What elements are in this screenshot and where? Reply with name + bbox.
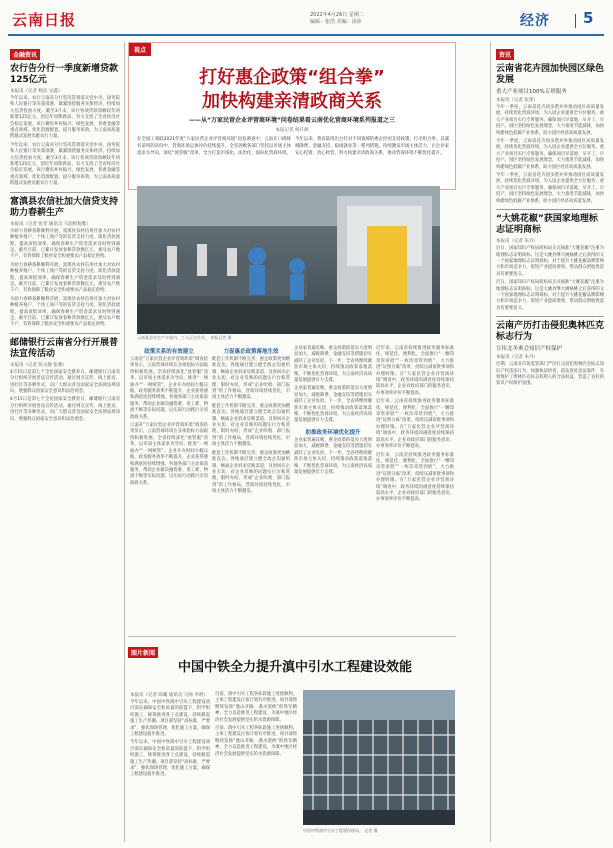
left-column (10, 42, 120, 842)
construction-photo-illustration (303, 690, 455, 825)
feature-body-text: 云南省“万家民营企业评营商环境”调查结果显示，云南营商环境在多项指标方面取得积极进展。全省持续深化“放管服”改革，以市场主体需求为导向，推进“一网通办”“一网统管”，企业开办时间大幅压缩，政务服务效率不断提升，企业获得感和满意度持续增强。各地各部门主动靠前服务，帮助企业解决融资难、用工难、物流不畅等实际问题，以实际行动践行亲清政商关系。 (130, 357, 208, 420)
article-title: “大姚花椒”获国家地理标志证明商标 (496, 214, 598, 236)
feature-subtitle: ——从“万家民营企业评营商环境”问卷结果看云南优化营商环境系列报道之三 (189, 117, 395, 124)
section-tag-viewpoint: 视点 (129, 43, 151, 56)
feature-body-text: 企业家普遍反映，惠企政策的落实力度明显加大，减税降费、金融支持等措施切实减轻了企业负担。下一步，全省将继续聚焦市场主体关切，持续推动政策落地落细，不断优化营商环境，为云南经济高质量发展提供有力支撑。 (294, 346, 372, 384)
bottom-story-col2 (215, 690, 297, 840)
feature-body-text-continued: 云南省“万家民营企业评营商环境”调查结果显示，云南营商环境在多项指标方面取得积极进展。全省持续深化“放管服”改革，以市场主体需求为导向，推进“一网通办”“一网统管”，企业开办时间大幅压缩，政务服务效率不断提升，企业获得感和满意度持续增强。各地各部门主动靠前服务，帮助企业解决融资难、用工难、物流不畅等实际问题，以实际行动践行亲清政商关系。 (130, 423, 208, 486)
article-byline: 本报讯（记者 陈文静 张雅） (10, 362, 67, 368)
article-body-continued: 今年一季度，云南省花卉园多措并举推动园区高质量发展，持续优化营商环境，为入园企业提供全方位服务。重大产业项目实行专班服务，确保项目早落地、早开工、早投产。园区坚持绿色发展理念，大力推进节能减排，加快构建绿色低碳产业体系，助力园区经济高质量发展。 (496, 173, 604, 204)
subhead: 力促惠企政策落地生效 (223, 349, 279, 355)
article-subtitle: 宣传北冬奥会知识产权保护 (496, 346, 563, 353)
feature-author: 本报记者 杨仟洲 (275, 128, 309, 133)
section-divider (128, 636, 456, 637)
feature-photo (137, 186, 440, 334)
article-body-continued: 为助力春耕备耕顺利开展，富滇县农村信用社加大对农村种植养殖户、个体工商户等的信贷支持力度，简化贷款流程，提高审批效率，确保春耕生产资金需求及时得到满足。截至目前，已累计发放春耕贷款数亿元，惠及农户数千户，有效保障了粮食安全和重要农产品稳定供给。 (10, 296, 120, 328)
photo-caption: 云南某企业生产车间内，工人正在作业。 本报记者 摄 (137, 335, 232, 340)
article-body: 为助力春耕备耕顺利开展，富滇县农村信用社加大对农村种植养殖户、个体工商户等的信贷支持力度，简化贷款流程，提高审批效率，确保春耕生产资金需求及时得到满足。截至目前，已累计发放春耕贷款数亿元，惠及农户数千户，有效保障了粮食安全和重要农产品稳定供给。 (10, 228, 120, 260)
article-body-continued: 今年以来，农行云南省分行坚决贯彻落实党中央、国务院和人民银行等决策部署，紧紧围绕服务实体经济，持续加大信贷投放力度。截至3月末，该行各项贷款余额较年初新增125亿元，创近年同期新高，有力支持了全省经济社会稳定发展。该行聚焦乡村振兴、绿色发展、普惠金融等重点领域，优化资源配置，提升服务质效，为云南高质量跨越式发展贡献农行力量。 (10, 142, 120, 187)
feature-body-text-continued: 近年来，云南省持续推进政务服务标准化、规范化、便利化，全面推行“一颗印章管审批”“一枚印章管到底”，大力推进“证照分离”改革，持续压减审批事项和办理时限。在“万家民营企业评营商环境”调查中，政务环境的满意度持续保持较高水平，企业对政府部门的服务意识、办事效率评价不断提高。 (376, 452, 454, 503)
feature-body-col4 (376, 344, 454, 634)
article-body: 今年以来，农行云南省分行坚决贯彻落实党中央、国务院和人民银行等决策部署，紧紧围绕服务实体经济，持续加大信贷投放力度。截至3月末，该行各项贷款余额较年初新增125亿元，创近年同期新高，有力支持了全省经济社会稳定发展。该行聚焦乡村振兴、绿色发展、普惠金融等重点领域，优化资源配置，提升服务质效，为云南高质量跨越式发展贡献农行力量。 (10, 96, 120, 140)
subhead: 助推政务环境优化提升 (305, 429, 361, 436)
issue-editors: 编辑：张浩 美编：汤沛 (310, 19, 362, 25)
article-body: 近日，国家知识产权局商标局正式核准“大姚花椒”注册为地理标志证明商标。这是大姚县继大姚核桃之后获得的又一个国家地理标志证明商标，对于提升大姚花椒品牌影响力和市场竞争力，促进产业提质增效、带动群众增收致富具有重要意义。 (496, 246, 604, 277)
section-tag-photo-news: 图片新闻 (128, 647, 158, 658)
factory-photo-illustration (137, 186, 440, 334)
feature-body-col2 (212, 344, 290, 634)
article-body: 今年一季度，云南省花卉园多措并举推动园区高质量发展，持续优化营商环境，为入园企业提供全方位服务。重大产业项目实行专班服务，确保项目早落地、早开工、早投产。园区坚持绿色发展理念，大力推进节能减排，加快构建绿色低碳产业体系，助力园区经济高质量发展。 (496, 105, 604, 136)
article-divider (496, 316, 604, 317)
article-title: 云南产历打击侵犯奥林匹克标志行为 (496, 321, 604, 343)
feature-body-text-continued: 配套工作机制不断完善，惠企政策更加精准直达。各地通过建立健全政企沟通机制，畅通企业诉求反映渠道，及时回应企业关切，对企业反映的问题实行台账管理、限时办结，形成“企业吹哨、部门报到”的工作格局，营商环境持续优化，市场主体活力不断激发。 (212, 403, 290, 448)
feature-body-text-continued: 企业家普遍反映，惠企政策的落实力度明显加大，减税降费、金融支持等措施切实减轻了企业负担。下一步，全省将继续聚焦市场主体关切，持续推动政策落地落细，不断优化营商环境，为云南经济高质量发展提供有力支撑。 (294, 386, 372, 424)
feature-body-text-continued: 配套工作机制不断完善，惠企政策更加精准直达。各地通过建立健全政企沟通机制，畅通企业诉求反映渠道，及时回应企业关切，对企业反映的问题实行台账管理、限时办结，形成“企业吹哨、部门报到”的工作格局，营商环境持续优化，市场主体活力不断激发。 (212, 450, 290, 495)
article-body: 4月15日是第七个全民国家安全教育日，邮储银行云南省分行组织开展普法宣传活动，通过网点宣传、线上推送、进社区等多种形式，向广大群众普及国家安全法律法规知识，增强群众国家安全意识和法治观念。 (10, 369, 120, 394)
bottom-story-text-continued: 目前，滇中引水工程各标段施工进展顺利，主体工程建设正按计划有序推进。项目部将继续发扬“逢山开路、遇水架桥”的铁军精神，全力以赴推进工程建设，为滇中地区经济社会发展提供坚实的水资源保障。 (215, 726, 297, 757)
article-divider (10, 192, 120, 193)
article-body-continued: 今年一季度，云南省花卉园多措并举推动园区高质量发展，持续优化营商环境，为入园企业提供全方位服务。重大产业项目实行专班服务，确保项目早落地、早开工、早投产。园区坚持绿色发展理念，大力推进节能减排，加快构建绿色低碳产业体系，助力园区经济高质量发展。 (496, 139, 604, 170)
article-divider (10, 333, 120, 334)
article-title: 富滇县农信社加大信贷支持助力春耕生产 (10, 196, 119, 218)
feature-title-line2: 加快构建亲清政商关系 (202, 91, 382, 112)
feature-body-text: 配套工作机制不断完善，惠企政策更加精准直达。各地通过建立健全政企沟通机制，畅通企业诉求反映渠道，及时回应企业关切，对企业反映的问题实行台账管理、限时办结，形成“企业吹哨、部门报到”的工作格局，营商环境持续优化，市场主体活力不断激发。 (212, 357, 290, 401)
feature-body-col3 (294, 344, 372, 634)
feature-body-text-continued: 企业家普遍反映，惠企政策的落实力度明显加大，减税降费、金融支持等措施切实减轻了企业负担。下一步，全省将继续聚焦市场主体关切，持续推动政策落地落细，不断优化营商环境，为云南经济高质量发展提供有力支撑。 (294, 437, 372, 475)
feature-body-col1 (130, 344, 208, 634)
section-tag-news: 资讯 (496, 49, 514, 60)
feature-intro-right: 今年以来，我省陆续出台针对不同领域的惠企纾困支持政策，打出组合拳，以减税降费、金融支持、稳岗就业等一系列措施，持续激发市场主体活力，让企业家安心投资、放心经营，努力构建亲清政商关系，推动营商环境不断优化提升。 (295, 137, 449, 156)
bottom-story-text-continued: 今年以来，中国中铁滇中引水工程建设项目部在确保安全和质量的前提下，科学组织施工，统筹推进各工点建设，持续掀起施工生产热潮。项目部坚持“高标准、严要求”，强化现场管理，优化施工方案，确保工程建设稳步推进。 (130, 740, 210, 778)
article-body-continued: 近日，国家知识产权局商标局正式核准“大姚花椒”注册为地理标志证明商标。这是大姚县继大姚核桃之后获得的又一个国家地理标志证明商标，对于提升大姚花椒品牌影响力和市场竞争力，促进产业提质增效、带动群众增收致富具有重要意义。 (496, 280, 604, 311)
column-divider-right (490, 42, 491, 842)
issue-meta (310, 12, 364, 26)
feature-intro-left: 在全国工商联2021年度“万家民营企业评营商环境”问卷调查中，云南在口碑排名前列的省份中，营商环境总体评价持续提升。全省各级各部门坚持以市场主体需求为导向，深化“放管服”改革，全力打造市场化、法治化、国际化营商环境。 (137, 137, 291, 156)
article-title: 云南省花卉园加快园区绿色发展 (496, 64, 604, 85)
article-subtitle: 重大产业项目100%专班服务 (496, 89, 567, 95)
article-title: 农行告分行一季度新增贷款125亿元 (10, 64, 119, 85)
section-tag-finance: 金融资讯 (10, 49, 40, 60)
feature-title-line1: 打好惠企政策“组合拳” (199, 67, 385, 88)
article-byline: 本报讯（记者 张雯 通讯员 马超梅倪雅） (10, 221, 91, 227)
feature-body-text-continued: 近年来，云南省持续推进政务服务标准化、规范化、便利化，全面推行“一颗印章管审批”“一枚印章管到底”，大力推进“证照分离”改革，持续压减审批事项和办理时限。在“万家民营企业评营商环境”调查中，政务环境的满意度持续保持较高水平，企业对政府部门的服务意识、办事效率评价不断提高。 (376, 399, 454, 450)
feature-body-text: 近年来，云南省持续推进政务服务标准化、规范化、便利化，全面推行“一颗印章管审批”“一枚印章管到底”，大力推进“证照分离”改革，持续压减审批事项和办理时限。在“万家民营企业评营商环境”调查中，政务环境的满意度持续保持较高水平，企业对政府部门的服务意识、办事效率评价不断提高。 (376, 346, 454, 396)
article-byline: 本报讯（记者 杨洁 吴鑫） (10, 89, 63, 94)
page-number: 5 (583, 9, 594, 27)
column-divider-left (124, 42, 125, 842)
article-divider (496, 209, 604, 210)
newspaper-logo: 云南日报 (12, 11, 77, 29)
article-body-continued: 为助力春耕备耕顺利开展，富滇县农村信用社加大对农村种植养殖户、个体工商户等的信贷支持力度，简化贷款流程，提高审批效率，确保春耕生产资金需求及时得到满足。截至目前，已累计发放春耕贷款数亿元，惠及农户数千户，有效保障了粮食安全和重要农产品稳定供给。 (10, 262, 120, 294)
subhead: 政策关系的有效建立 (144, 349, 194, 355)
feature-headline-box (128, 42, 456, 190)
article-byline: 本报讯（记者 朱丹） (496, 355, 538, 361)
header-separator (575, 14, 576, 28)
bottom-photo-caption: 中国中铁滇中引水工程建设现场。 记者 摄 (303, 828, 378, 833)
bottom-story-title: 中国中铁全力提升滇中引水工程建设效能 (177, 660, 412, 675)
article-body: 近期，云南省市场监管部门严厉打击侵犯奥林匹克标志知识产权违法行为，加强执法检查，依法查处违法案件，有效维护了奥林匹克标志权利人的合法权益，营造了良好的知识产权保护氛围。 (496, 362, 604, 387)
masthead (8, 6, 604, 36)
article-body-continued: 4月15日是第七个全民国家安全教育日，邮储银行云南省分行组织开展普法宣传活动，通过网点宣传、线上推送、进社区等多种形式，向广大群众普及国家安全法律法规知识，增强群众国家安全意识和法治观念。 (10, 397, 120, 422)
article-byline: 本报讯（记者 张雯） (496, 98, 538, 103)
section-title: 经济 (520, 13, 550, 29)
article-title: 邮储银行云南省分行开展普法宣传活动 (10, 337, 119, 359)
right-column (496, 42, 604, 842)
bottom-story-text: 目前，滇中引水工程各标段施工进展顺利，主体工程建设正按计划有序推进。项目部将继续发扬“逢山开路、遇水架桥”的铁军精神，全力以赴推进工程建设，为滇中地区经济社会发展提供坚实的水资源保障。 (215, 692, 297, 723)
bottom-story-text: 今年以来，中国中铁滇中引水工程建设项目部在确保安全和质量的前提下，科学组织施工，统筹推进各工点建设，持续掀起施工生产热潮。项目部坚持“高标准、严要求”，强化现场管理，优化施工方案，确保工程建设稳步推进。 (130, 700, 210, 738)
bottom-story-photo (303, 690, 455, 825)
article-byline: 本报讯（记者 朱丹） (496, 239, 538, 245)
issue-date: 2022年4月26日 星期二 (310, 12, 364, 18)
article-byline: 本报讯（记者 陈曦 通讯员 马帅 李明） (130, 693, 208, 698)
bottom-story-col1 (130, 690, 210, 840)
